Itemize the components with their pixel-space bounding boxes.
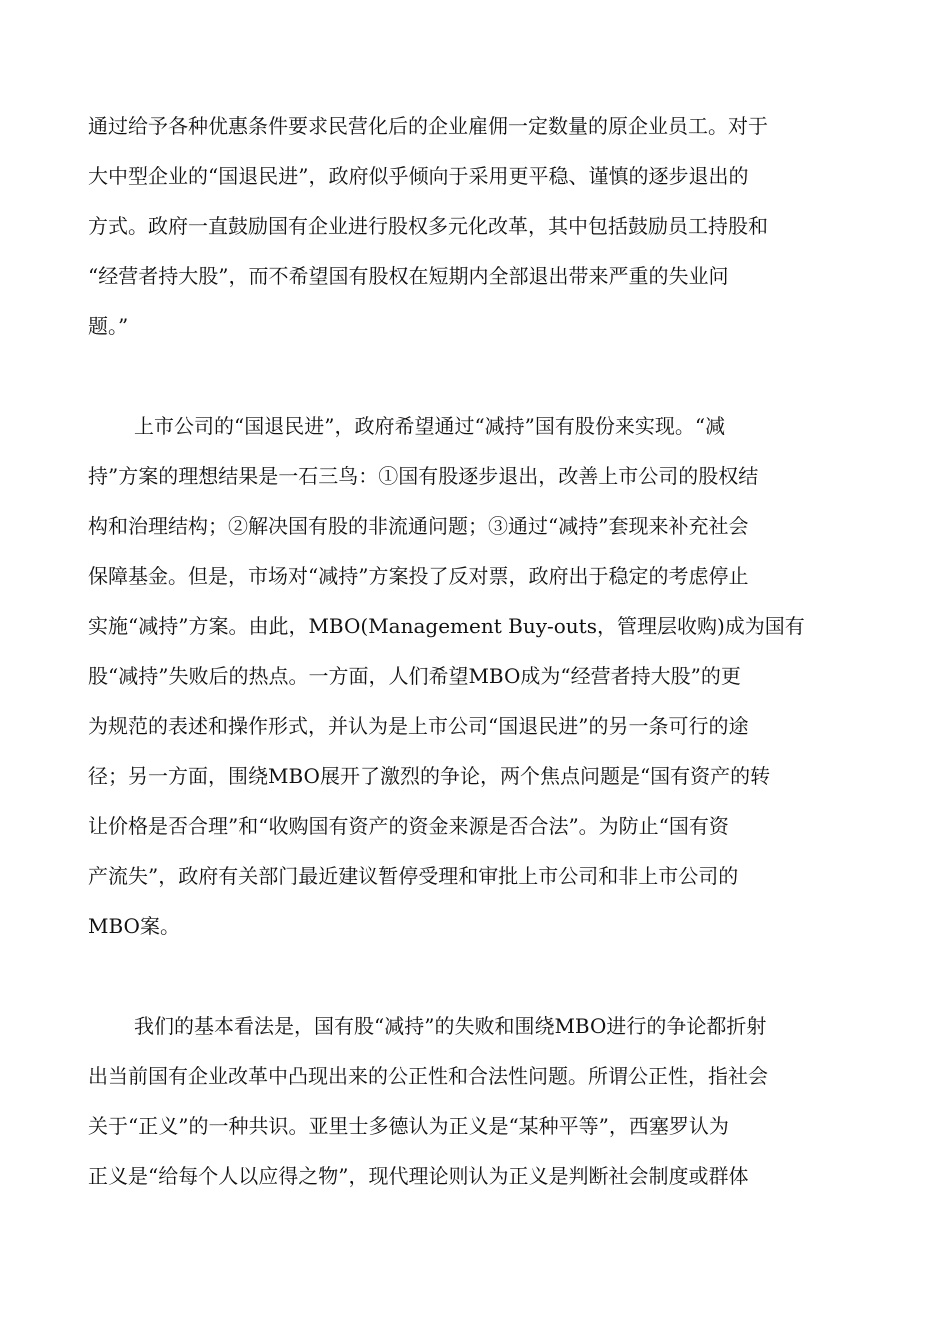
text-line: 大中型企业的“国退民进”，政府似乎倾向于采用更平稳、谨慎的逐步退出的 bbox=[88, 164, 749, 188]
text-line: 关于“正义”的一种共识。亚里士多德认为正义是“某种平等”，西塞罗认为 bbox=[88, 1114, 729, 1138]
text-line: MBO案。 bbox=[88, 914, 180, 938]
text-line: “经营者持大股”，而不希望国有股权在短期内全部退出带来严重的失业问 bbox=[88, 264, 729, 288]
text-line: 上市公司的“国退民进”，政府希望通过“减持”国有股份来实现。“减 bbox=[134, 414, 726, 438]
text-line: 径；另一方面，围绕MBO展开了激烈的争论，两个焦点问题是“国有资产的转 bbox=[88, 764, 771, 788]
text-line: 出当前国有企业改革中凸现出来的公正性和合法性问题。所谓公正性，指社会 bbox=[88, 1064, 768, 1088]
text-line: 方式。政府一直鼓励国有企业进行股权多元化改革，其中包括鼓励员工持股和 bbox=[88, 214, 768, 238]
text-line: 正义是“给每个人以应得之物”，现代理论则认为正义是判断社会制度或群体 bbox=[88, 1164, 749, 1188]
text-line: 持”方案的理想结果是一石三鸟：①国有股逐步退出，改善上市公司的股权结 bbox=[88, 464, 759, 488]
text-line: 保障基金。但是，市场对“减持”方案投了反对票，政府出于稳定的考虑停止 bbox=[88, 564, 749, 588]
text-line: 通过给予各种优惠条件要求民营化后的企业雇佣一定数量的原企业员工。对于 bbox=[88, 114, 768, 138]
text-line: 题。” bbox=[88, 314, 129, 338]
text-line: 实施“减持”方案。由此，MBO(Management Buy-outs，管理层收购)成为国有 bbox=[88, 614, 805, 638]
text-line: 我们的基本看法是，国有股“减持”的失败和围绕MBO进行的争论都折射 bbox=[134, 1014, 767, 1038]
text-line: 产流失”，政府有关部门最近建议暂停受理和审批上市公司和非上市公司的 bbox=[88, 864, 739, 888]
text-line: 股“减持”失败后的热点。一方面，人们希望MBO成为“经营者持大股”的更 bbox=[88, 664, 741, 688]
text-line: 让价格是否合理”和“收购国有资产的资金来源是否合法”。为防止“国有资 bbox=[88, 814, 729, 838]
text-line: 为规范的表述和操作形式，并认为是上市公司“国退民进”的另一条可行的途 bbox=[88, 714, 749, 738]
text-line: 构和治理结构；②解决国有股的非流通问题；③通过“减持”套现来补充社会 bbox=[88, 514, 749, 538]
